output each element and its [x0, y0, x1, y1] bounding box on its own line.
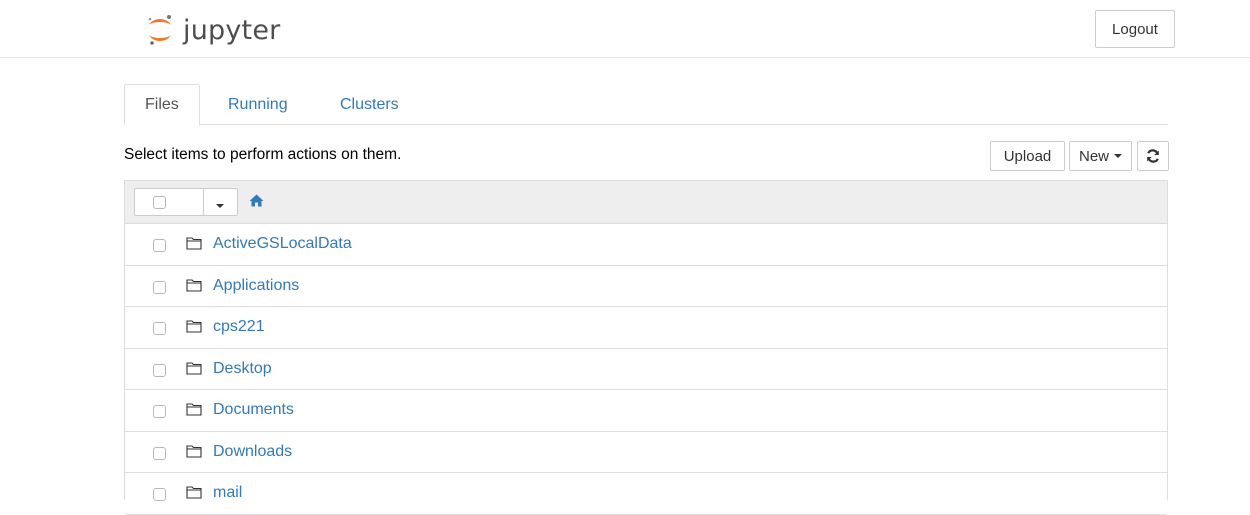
new-button[interactable] [1069, 141, 1132, 171]
refresh-button[interactable] [1137, 141, 1169, 171]
item-name-link[interactable]: cps221 [213, 318, 265, 335]
logo-text: jupyter [183, 14, 281, 46]
folder-icon [186, 402, 202, 420]
file-list-header [125, 181, 1167, 224]
item-checkbox[interactable] [153, 364, 166, 377]
list-item[interactable] [125, 266, 1167, 308]
item-checkbox[interactable] [153, 447, 166, 460]
item-name-link[interactable]: Desktop [213, 359, 272, 377]
select-all-group [134, 188, 238, 216]
folder-icon [186, 485, 202, 503]
item-name-link[interactable]: mail [213, 484, 243, 501]
file-list [124, 180, 1168, 500]
folder-icon [186, 278, 202, 296]
chevron-down-icon [216, 204, 224, 208]
logout-button[interactable]: Logout [1095, 10, 1175, 48]
list-item[interactable] [125, 432, 1167, 474]
jupyter-logo[interactable] [145, 12, 280, 48]
folder-icon [186, 236, 202, 254]
folder-icon [186, 319, 202, 337]
item-checkbox[interactable] [153, 239, 166, 252]
select-dropdown-button[interactable] [211, 197, 224, 214]
upload-button[interactable]: Upload [990, 141, 1065, 171]
tab-files[interactable]: Files [124, 84, 200, 126]
list-item[interactable] [125, 307, 1167, 349]
tab-clusters[interactable]: Clusters [340, 96, 399, 113]
tab-bar [124, 84, 1168, 125]
item-name-link[interactable]: ActiveGSLocalData [213, 235, 352, 252]
item-name-link[interactable]: Downloads [213, 442, 293, 460]
header-bar [0, 0, 1250, 58]
chevron-down-icon [1114, 154, 1122, 158]
folder-icon [186, 444, 202, 462]
list-item[interactable] [125, 349, 1167, 391]
list-item[interactable] [125, 224, 1167, 266]
item-checkbox[interactable] [153, 322, 166, 335]
refresh-icon [1146, 149, 1160, 163]
select-all-checkbox[interactable] [153, 196, 166, 209]
list-item[interactable] [125, 390, 1167, 432]
jupyter-logo-icon [145, 13, 175, 47]
folder-icon [186, 361, 202, 379]
item-checkbox[interactable] [153, 405, 166, 418]
tab-running[interactable]: Running [228, 96, 288, 113]
instructions-text: Select items to perform actions on them. [124, 146, 402, 163]
item-checkbox[interactable] [153, 488, 166, 501]
item-name-link[interactable]: Applications [213, 276, 300, 294]
new-button-label: New [1078, 147, 1109, 165]
list-item[interactable] [125, 473, 1167, 515]
home-icon[interactable] [249, 194, 264, 211]
item-checkbox[interactable] [153, 281, 166, 294]
divider [203, 189, 204, 215]
item-name-link[interactable]: Documents [213, 401, 294, 418]
